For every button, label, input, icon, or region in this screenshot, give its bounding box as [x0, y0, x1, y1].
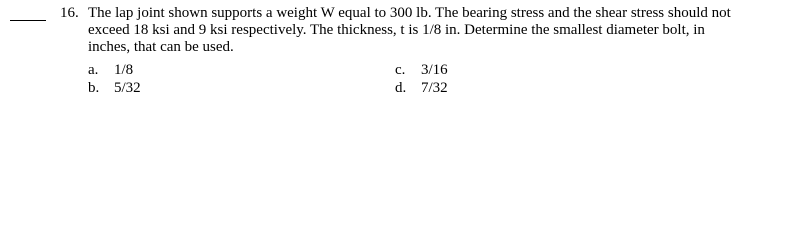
choice-b[interactable]	[88, 80, 141, 97]
answer-blank-line[interactable]	[10, 20, 46, 21]
choice-value: 3/16	[421, 62, 448, 78]
choice-letter: b.	[88, 80, 100, 96]
choice-d[interactable]	[395, 80, 448, 97]
choice-letter: c.	[395, 62, 406, 78]
question-text-line: inches, that can be used.	[88, 39, 234, 55]
choice-value: 1/8	[114, 62, 134, 78]
question-text-line: exceed 18 ksi and 9 ksi respectively. The thickness, t is 1/8 in. Determine the smallest diameter bolt, in	[88, 22, 705, 38]
question-number: 16.	[60, 5, 79, 21]
choice-letter: a.	[88, 62, 99, 78]
choice-value: 7/32	[421, 80, 448, 96]
choice-letter: d.	[395, 80, 407, 96]
choice-a[interactable]	[88, 62, 133, 79]
question-text	[88, 5, 788, 56]
choice-c[interactable]	[395, 62, 448, 79]
question-text-line: The lap joint shown supports a weight W equal to 300 lb. The bearing stress and the shear stress should not	[88, 5, 731, 21]
choice-value: 5/32	[114, 80, 141, 96]
